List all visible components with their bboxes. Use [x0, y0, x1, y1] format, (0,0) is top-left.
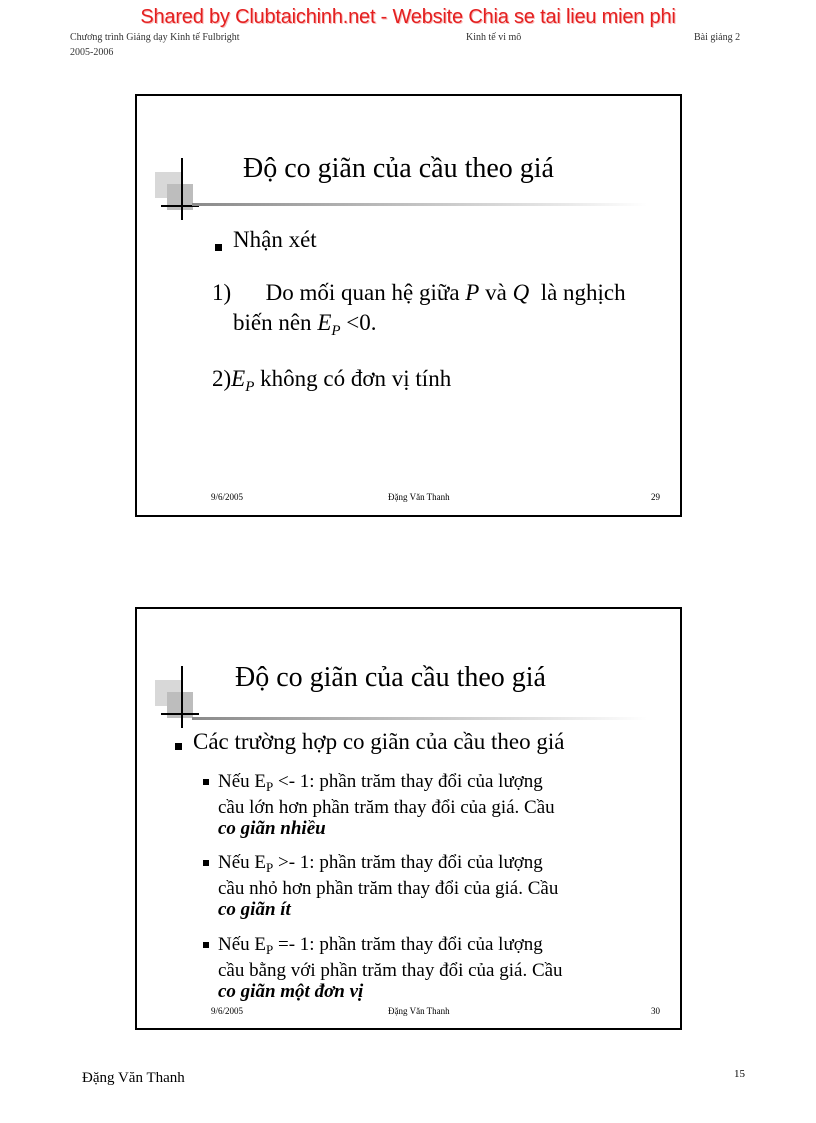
academic-year: 2005-2006 — [70, 47, 114, 58]
slide-date: 9/6/2005 — [211, 1006, 244, 1016]
course-name: Kinh tế vi mô — [466, 32, 522, 43]
sub-bullet-marker — [203, 942, 209, 948]
observation-1-line-1: 1) Do mối quan hệ giữa P và Q là nghịch — [212, 280, 626, 305]
sub-bullet-marker — [203, 860, 209, 866]
slide-30 — [135, 607, 682, 1030]
title-underline — [192, 717, 647, 720]
slide-29 — [135, 94, 682, 517]
slide-decoration — [145, 158, 215, 228]
slide-title: Độ co giãn của cầu theo giá — [243, 153, 554, 184]
title-underline — [192, 203, 647, 206]
observation-2: $2)E_P$ không có đơn vị tính — [212, 366, 452, 395]
slide-title: Độ co giãn của cầu theo giá — [235, 662, 546, 693]
slide-author: Đặng Văn Thanh — [388, 492, 450, 502]
program-name: Chương trình Giảng dạy Kinh tế Fulbright — [70, 32, 240, 43]
slide-author: Đặng Văn Thanh — [388, 1006, 450, 1016]
bullet-marker — [215, 244, 222, 251]
slide-number: 29 — [651, 492, 660, 502]
case-elastic: Nếu $E_P <- 1$: phần trăm thay đổi của lượng cầu lớn hơn phần trăm thay đổi của giá. Cầu co giãn nhiều — [218, 771, 555, 839]
sub-bullet-marker — [203, 779, 209, 785]
case-unit-elastic: Nếu $E_P =- 1$: phần trăm thay đổi của lượng cầu bằng với phần trăm thay đổi của giá. Cầu co giãn một đơn vị — [218, 934, 563, 1002]
slide-date: 9/6/2005 — [211, 492, 244, 502]
bullet-text: Nhận xét — [233, 227, 317, 252]
bullet-text: Các trường hợp co giãn của cầu theo giá — [193, 729, 565, 754]
case-inelastic: Nếu $E_P >- 1$: phần trăm thay đổi của lượng cầu nhỏ hơn phần trăm thay đổi của giá. Cầu co giãn ít — [218, 852, 559, 920]
page-number: 15 — [734, 1068, 745, 1080]
observation-1-line-2: biến nên $E_P <0$. — [233, 310, 377, 339]
slide-decoration — [145, 666, 215, 736]
page-author: Đặng Văn Thanh — [82, 1070, 185, 1086]
bullet-marker — [175, 743, 182, 750]
lecture-number: Bài giảng 2 — [694, 32, 741, 43]
watermark-banner: Shared by Clubtaichinh.net - Website Chia se tai lieu mien phi — [140, 6, 676, 28]
slide-number: 30 — [651, 1006, 660, 1016]
